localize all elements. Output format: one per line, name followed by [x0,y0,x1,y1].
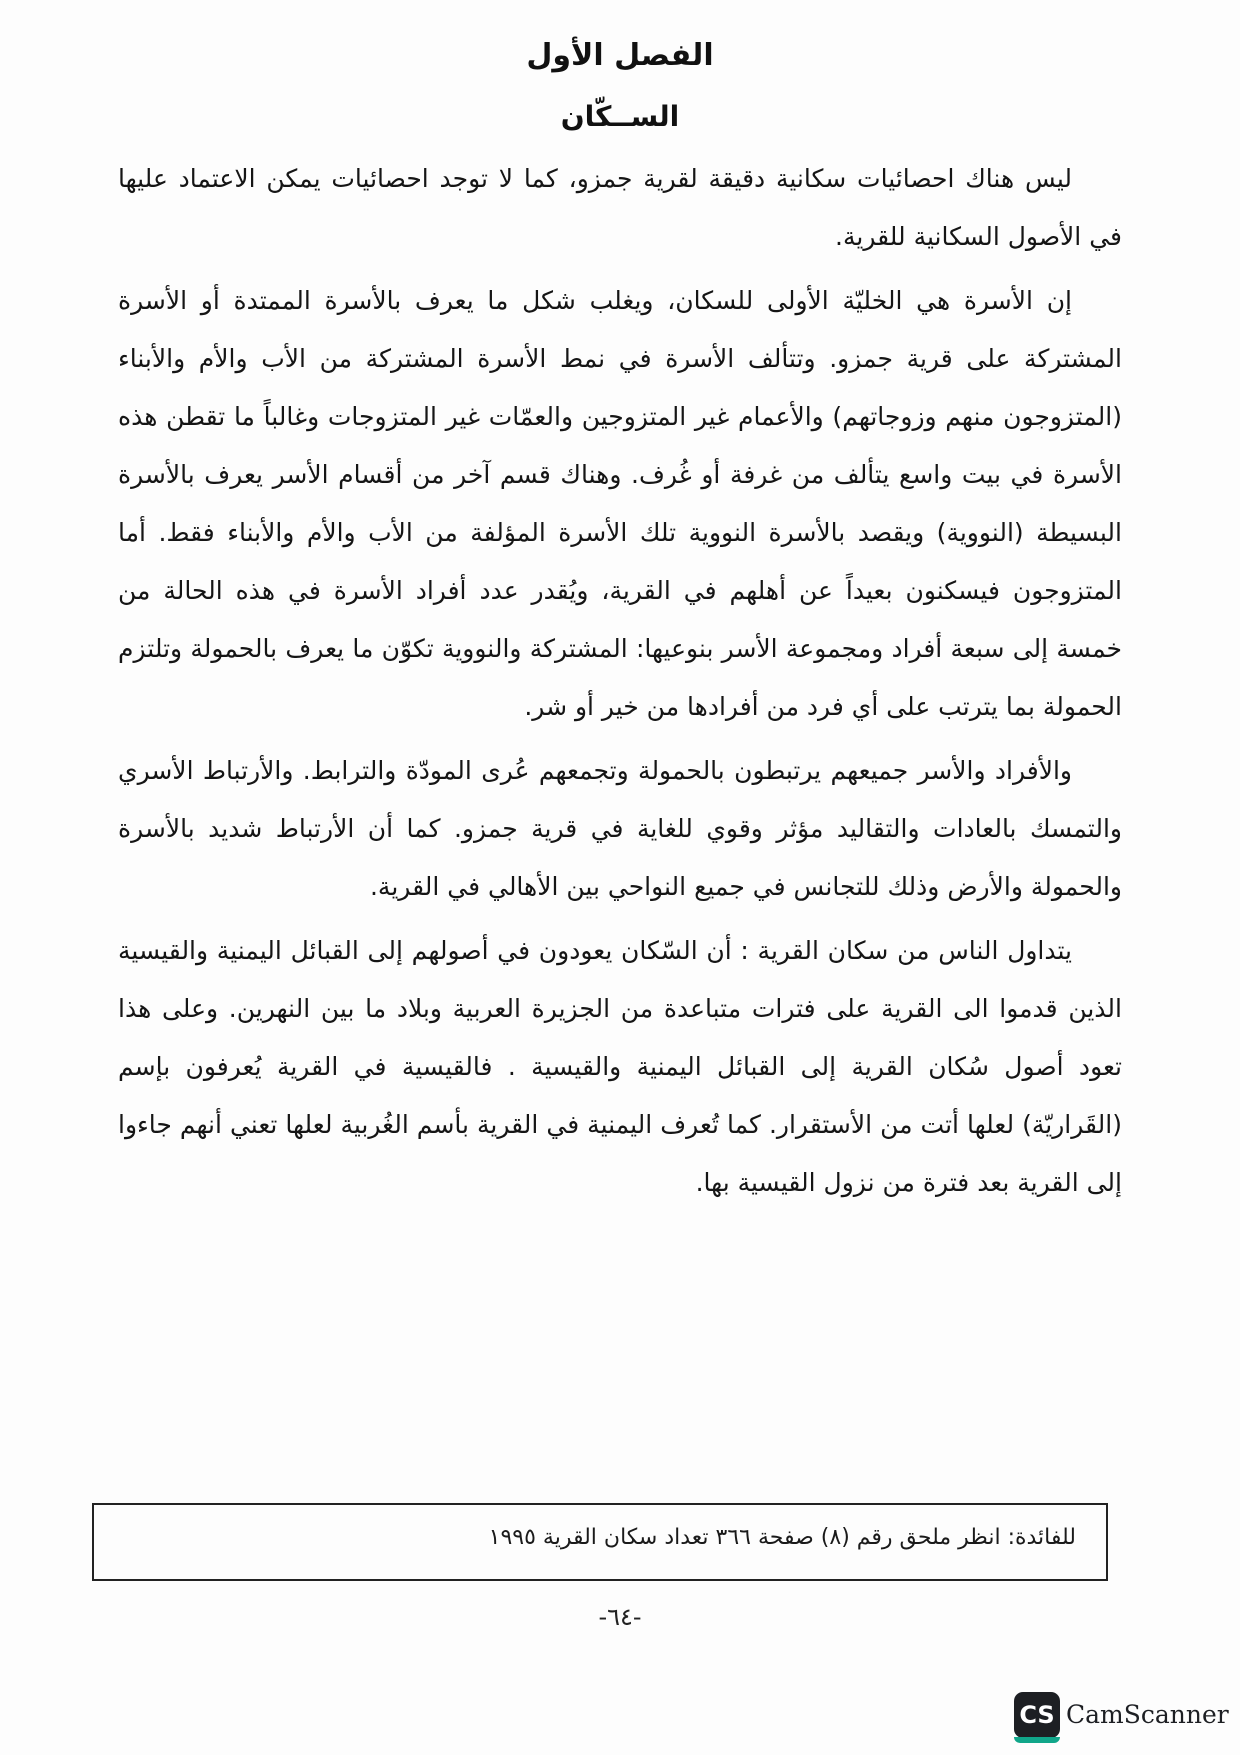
section-title: الســكّان [560,100,680,133]
paragraph: والأفراد والأسر جميعهم يرتبطون بالحمولة وتجمعهم عُرى المودّة والترابط. والأرتباط الأسري والتمسك بالعادات والتقاليد مؤثر وقوي للغاية في قرية جمزو. كما أن الأرتباط شديد بالأسرة والحمولة والأرض وذلك للتجانس في جميع النواحي بين الأهالي في القرية. [118,756,1122,901]
paragraph: يتداول الناس من سكان القرية : أن السّكان يعودون في أصولهم إلى القبائل اليمنية والقيسية الذين قدموا الى القرية على فترات متباعدة من الجزيرة العربية وبلاد ما بين النهرين. وعلى هذا تعود أصول سُكان القرية إلى القبائل اليمنية والقيسية . فالقيسية في القرية يُعرفون بإسم (القَراريّة) لعلها أتت من الأستقرار. كما تُعرف اليمنية في القرية بأسم الغُربية لعلها تعني أنهم جاءوا إلى القرية بعد فترة من نزول القيسية بها. [118,936,1122,1197]
chapter-title: الفصل الأول [526,38,714,73]
camscanner-logo-icon: CS [1014,1692,1060,1738]
paragraph: إن الأسرة هي الخليّة الأولى للسكان، ويغلب شكل ما يعرف بالأسرة الممتدة أو الأسرة المشتركة على قرية جمزو. وتتألف الأسرة في نمط الأسرة المشتركة من الأب والأم والأبناء (المتزوجون منهم وزوجاتهم) والأعمام غير المتزوجين والعمّات غير المتزوجات وغالباً ما تقطن هذه الأسرة في بيت واسع يتألف من غرفة أو غُرف. وهناك قسم آخر من أقسام الأسر يعرف بالأسرة البسيطة (النووية) ويقصد بالأسرة النووية تلك الأسرة المؤلفة من الأب والأم والأبناء فقط. أما المتزوجون فيسكنون بعيداً عن أهلهم في القرية، ويُقدر عدد أفراد الأسرة في هذه الحالة من خمسة إلى سبعة أفراد ومجموعة الأسر بنوعيها: المشتركة والنووية تكوّن ما يعرف بالحمولة وتلتزم الحمولة بما يترتب على أي فرد من أفرادها من خير أو شر. [118,286,1122,721]
footnote-text: للفائدة: انظر ملحق رقم (٨) صفحة ٣٦٦ تعداد سكان القرية ١٩٩٥ [488,1525,1076,1550]
camscanner-watermark [1014,1690,1229,1740]
footnote-box [92,1503,1108,1581]
page-number: -٦٤- [598,1603,642,1631]
body-text [118,150,1122,1212]
paragraph: ليس هناك احصائيات سكانية دقيقة لقرية جمزو، كما لا توجد احصائيات يمكن الاعتماد عليها في الأصول السكانية للقرية. [118,164,1122,251]
watermark-brand: CamScanner [1066,1700,1229,1729]
